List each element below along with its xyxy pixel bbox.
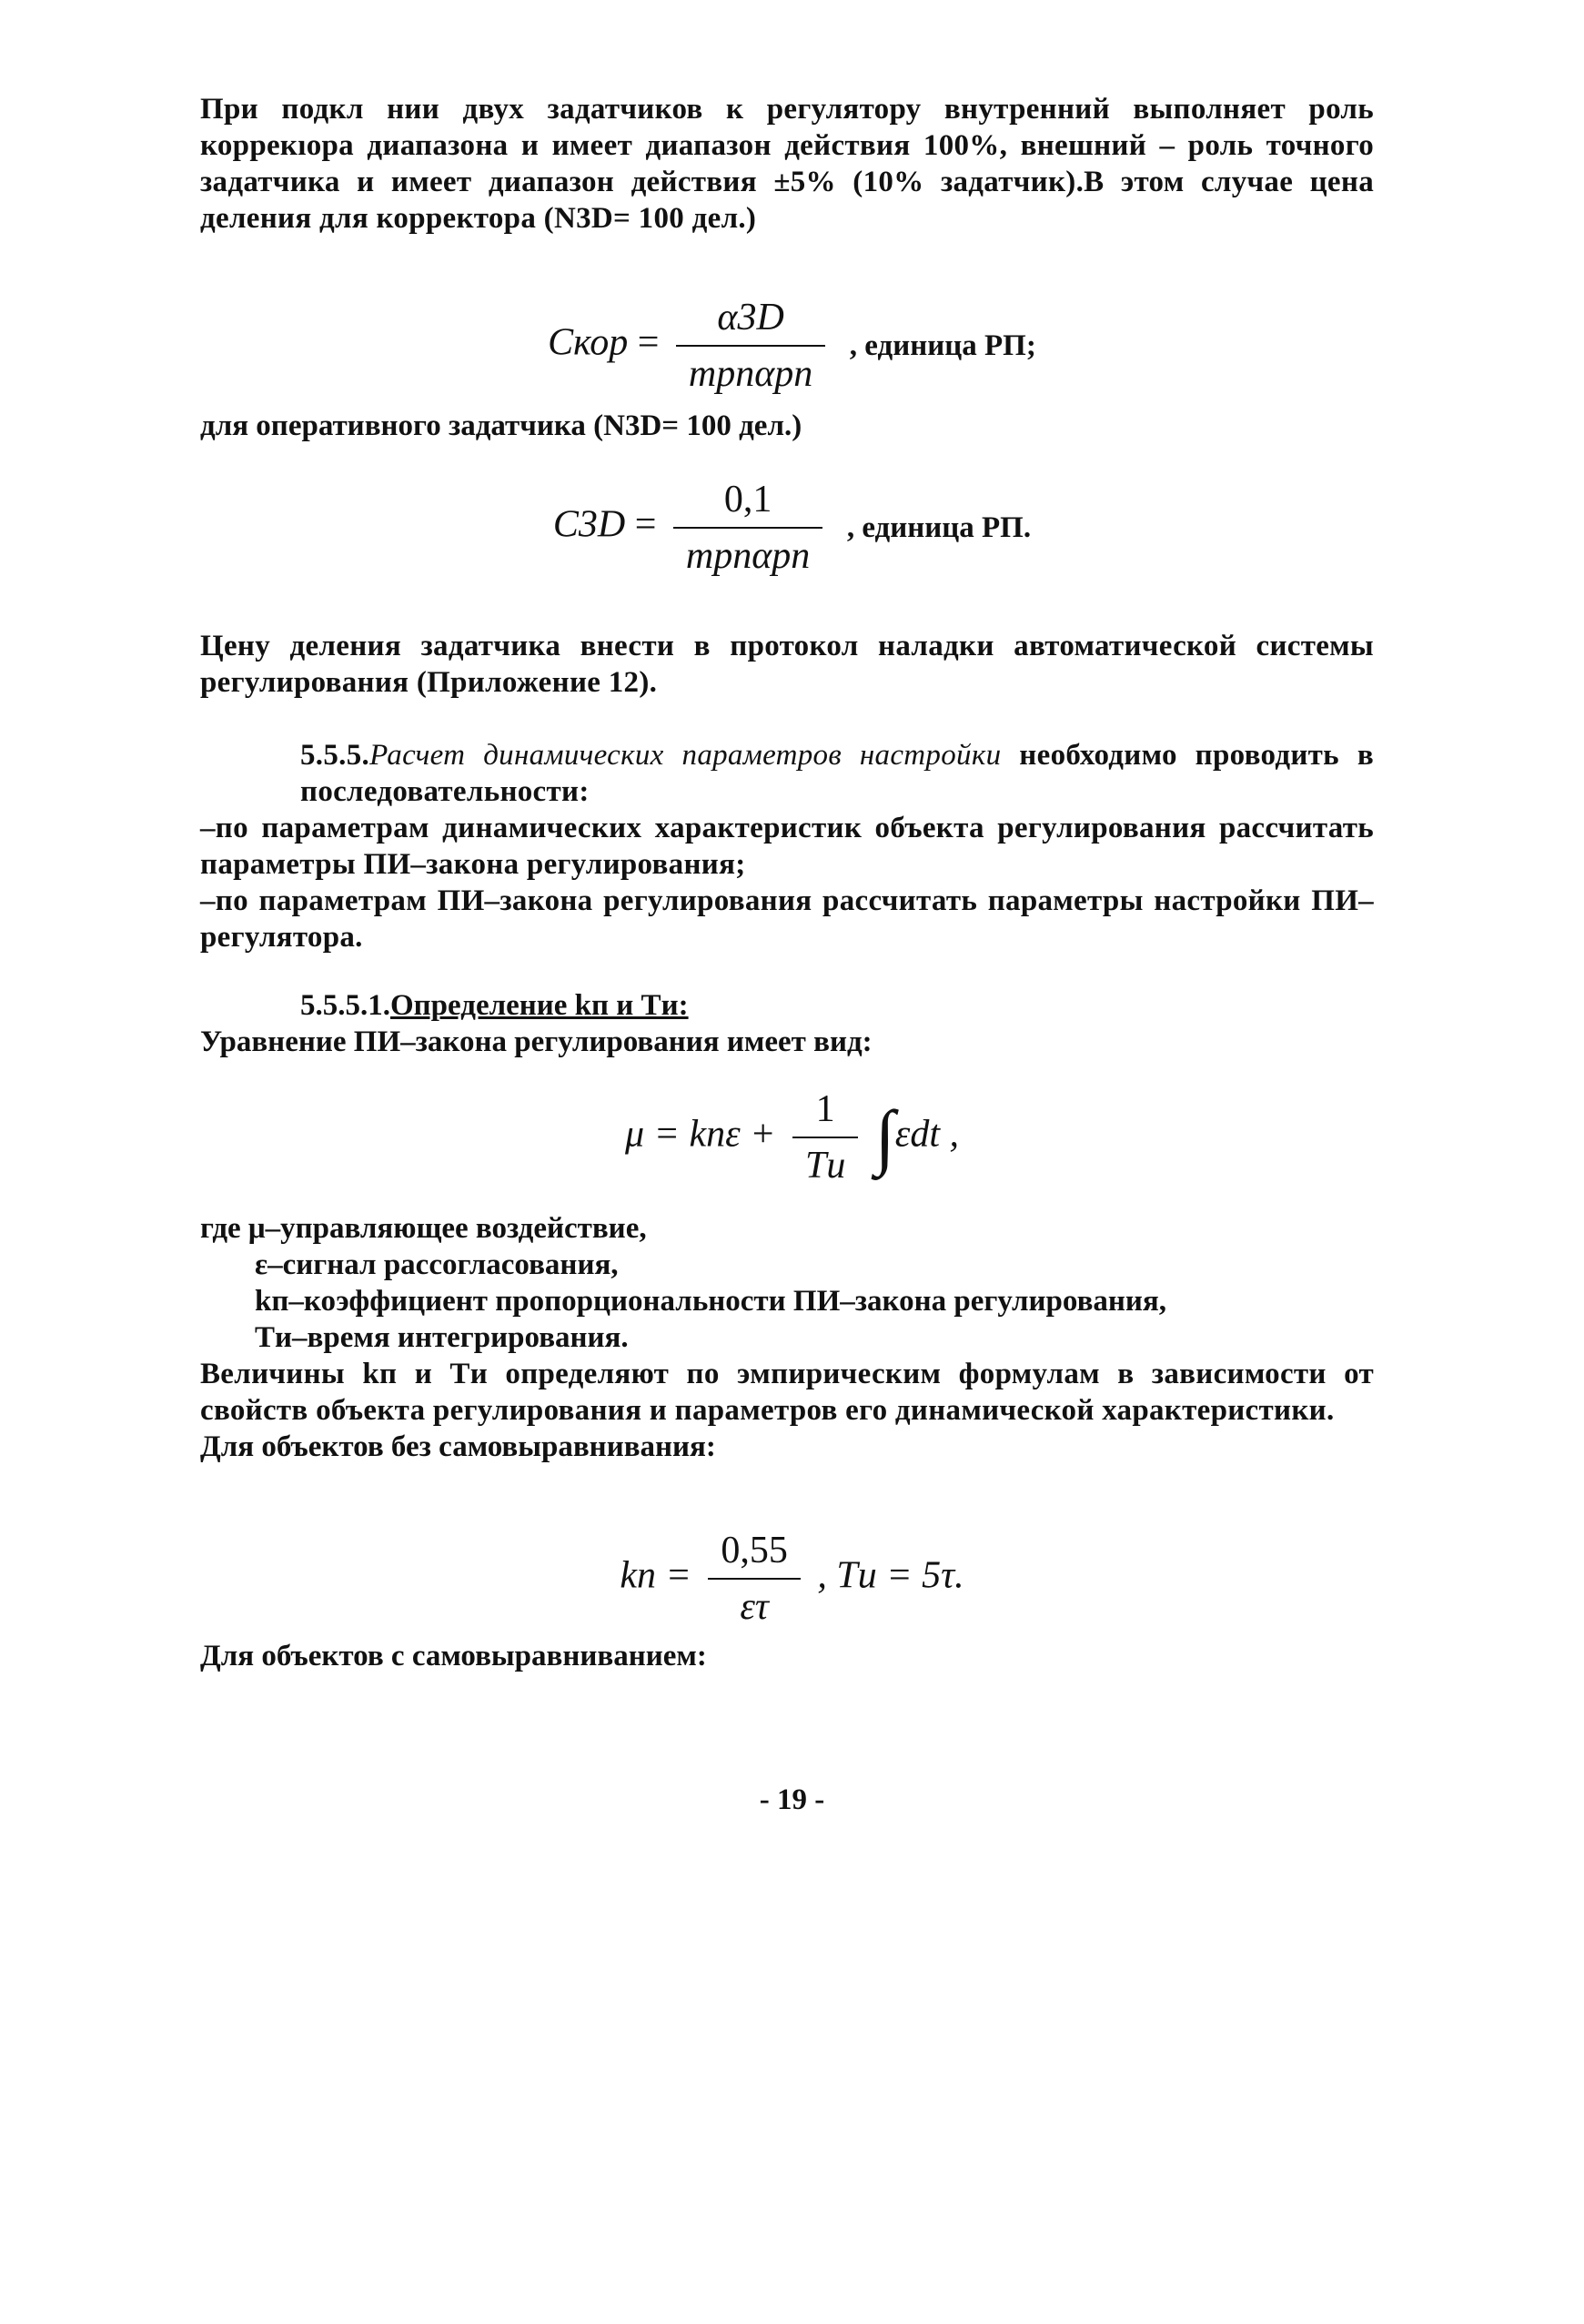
- where-line-1: где μ–управляющее воздействие,: [200, 1212, 647, 1245]
- formula-setter-num: 0,1: [673, 478, 822, 529]
- formula-setter-lhs: C3D: [552, 503, 626, 546]
- self-leveling-text: Для объектов с самовыравниванием:: [200, 1640, 707, 1672]
- empirical-paragraph: [200, 1356, 1374, 1465]
- formula-pi-den: Tи: [804, 1145, 846, 1187]
- intro-paragraph: [200, 91, 1374, 237]
- section-555-rest: необходимо проводить в последовательности:: [300, 739, 1374, 808]
- formula-corrector-num: α3D: [676, 296, 825, 347]
- formula-setter-fraction: [673, 478, 822, 578]
- section-5551-title: Определение kп и Tи:: [390, 989, 689, 1022]
- page-number: - 19 -: [759, 1783, 825, 1816]
- where-line-2: ε–сигнал рассогласования,: [255, 1248, 619, 1281]
- formula-pi-tail: εdt ,: [894, 1113, 959, 1156]
- formula-no-self-leveling: [0, 1529, 1584, 1629]
- formula-corrector: Cкор = $\frac{\alpha 3D}{\text{mрпαрп}}$ , единица РП;: [548, 297, 1036, 395]
- formula-pi-lhs: μ = kпε +: [625, 1113, 776, 1156]
- section-5551-number: 5.5.5.1.: [300, 989, 390, 1022]
- section-555-heading: [200, 737, 1374, 810]
- formula-setter: C3D = $\frac{0,1}{\text{mрпαрп}}$ , единица РП.: [552, 479, 1032, 577]
- formula-setter-unit: , единица РП.: [846, 510, 1032, 544]
- section-5551-heading: [200, 987, 1374, 1024]
- formula-pi-fraction: [792, 1087, 858, 1187]
- section-5551-law-line: Уравнение ПИ–закона регулирования имеет вид:: [200, 1026, 873, 1058]
- section-555-item-1: –по параметрам динамических характеристик объекта регулирования рассчитать параметры ПИ–закона регулирования;: [200, 812, 1374, 881]
- formula-corrector-unit: , единица РП;: [849, 328, 1036, 362]
- operative-line: [200, 408, 1374, 444]
- integral-symbol: ∫: [874, 1096, 895, 1177]
- self-leveling-line: [200, 1638, 1374, 1674]
- formula-pi-law: [0, 1087, 1584, 1187]
- section-555: [200, 737, 1374, 955]
- formula-kp-den: ετ: [740, 1586, 769, 1628]
- price-text: Цену деления задатчика внести в протокол наладки автоматической системы регулирования (Приложение 12).: [200, 630, 1374, 699]
- where-line-4: Tи–время интегрирования.: [255, 1321, 629, 1354]
- formula-pi-num: 1: [792, 1087, 858, 1138]
- formula-kp-fraction: [708, 1529, 801, 1629]
- formula-kp-lhs: kп =: [620, 1554, 691, 1597]
- formula-ti-tail: , Tи = 5τ.: [817, 1554, 964, 1597]
- section-555-title: Расчет динамических параметров настройки: [369, 739, 1002, 772]
- intro-text: При подкл нии двух задатчиков к регулятору внутренний выполняет роль коррекıора диапазона и имеет диапазон действия 100%, внешний – роль точного задатчика и имеет диапазон действия ±5% (10% задатчик).В этом случае цена деления для корректора (N3D= 100 дел.): [200, 93, 1374, 235]
- no-self-leveling-line: Для объектов без самовыравнивания:: [200, 1430, 716, 1463]
- formula-setter-den: mрпαрп: [685, 535, 811, 577]
- formula-corrector-lhs: Cкор: [548, 321, 629, 364]
- price-paragraph: [200, 628, 1374, 701]
- where-definitions: [200, 1210, 1374, 1356]
- formula-kp-num: 0,55: [708, 1529, 801, 1580]
- formula-corrector-fraction: [676, 296, 825, 396]
- section-555-number: 5.5.5.: [300, 739, 370, 772]
- operative-text: для оперативного задатчика (N3D= 100 дел.): [200, 409, 802, 442]
- where-line-3: kп–коэффициент пропорциональности ПИ–закона регулирования,: [255, 1285, 1167, 1318]
- section-5551: [200, 987, 1374, 1060]
- formula-corrector-den: mрпαрп: [688, 353, 813, 395]
- empirical-text: Величины kп и Tи определяют по эмпирическим формулам в зависимости от свойств объекта регулирования и параметров его динамической характеристики.: [200, 1358, 1374, 1427]
- section-555-item-2: –по параметрам ПИ–закона регулирования рассчитать параметры настройки ПИ–регулятора.: [200, 884, 1374, 954]
